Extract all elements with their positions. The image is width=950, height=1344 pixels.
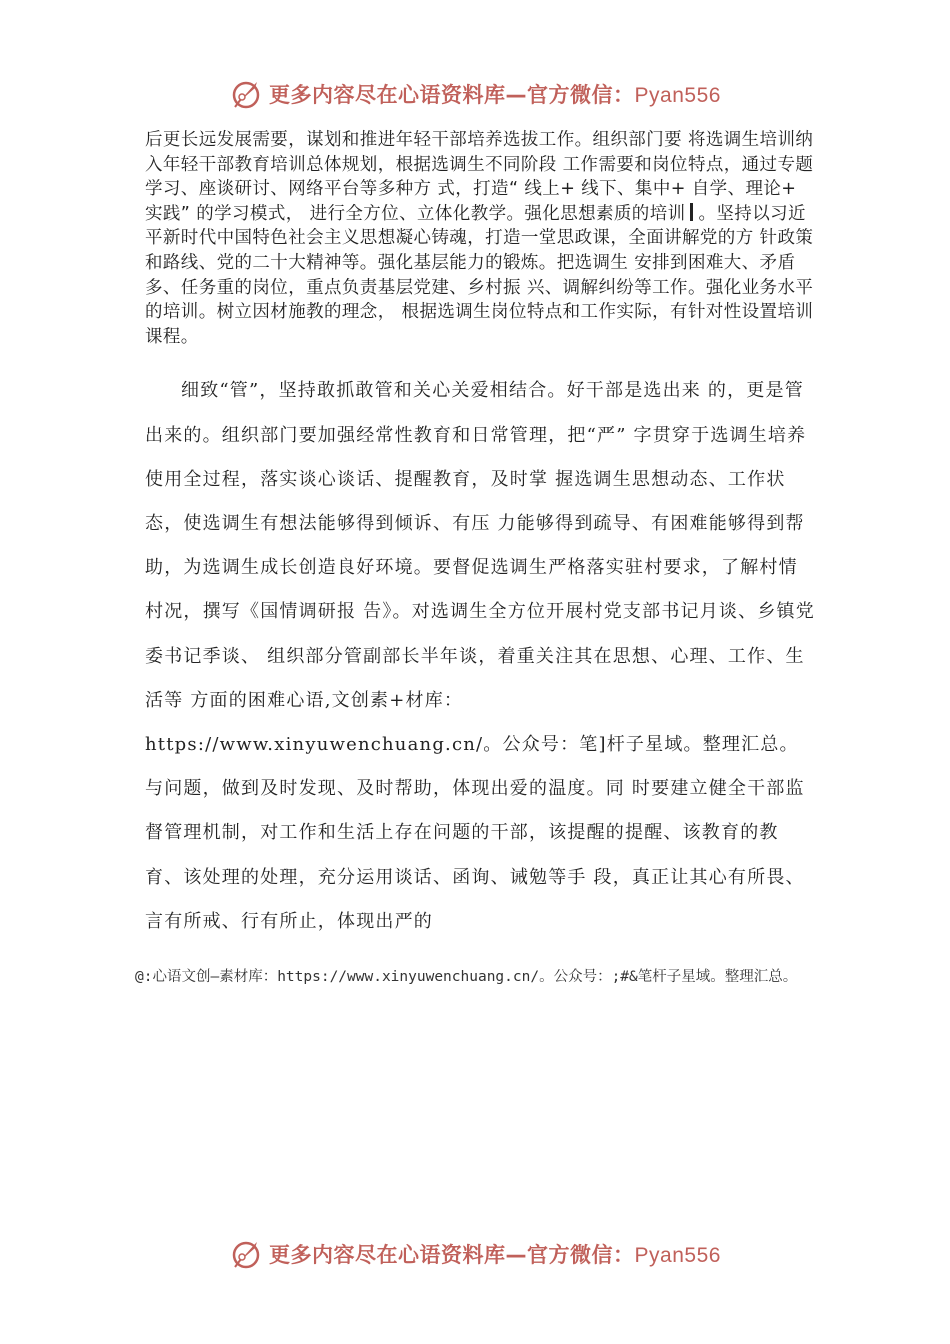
banner-wechat-bottom: Pyan556 bbox=[634, 1244, 721, 1267]
banner-text-bottom bbox=[269, 1239, 721, 1269]
source-note: @:心语文创—素材库：https://www.xinyuwenchuang.cn/。公众号：;#&笔杆子星域。整理汇总。 bbox=[135, 969, 798, 985]
top-banner bbox=[0, 72, 950, 116]
banner-official: 官方微信： bbox=[527, 83, 635, 107]
banner-brand: 更多内容尽在心语资料库 bbox=[269, 83, 506, 107]
paragraph-training-part1: 后更长远发展需要，谋划和推进年轻干部培养选拔工作。组织部门要 将选调生培训纳入年轻干部教育培训总体规划，根据选调生不同阶段 工作需要和岗位特点，通过专题学习、座谈研讨、网络平台等多种方 式，打造“ 线上+ 线下、集中+ 自学、理论+ 实践” 的学习模式， 进行全方位、立体化教学。强化思想素质的培训 bbox=[145, 130, 814, 224]
banner-text bbox=[269, 79, 721, 109]
quill-logo-icon bbox=[229, 77, 263, 111]
banner-brand-bottom: 更多内容尽在心语资料库 bbox=[269, 1243, 506, 1267]
document-body bbox=[145, 128, 815, 944]
banner-wechat: Pyan556 bbox=[634, 84, 721, 107]
bottom-banner bbox=[0, 1232, 950, 1276]
banner-separator-bottom: — bbox=[505, 1243, 528, 1267]
banner-official-bottom: 官方微信： bbox=[527, 1243, 635, 1267]
cursor-bar bbox=[690, 203, 693, 221]
paragraph-training bbox=[145, 128, 815, 349]
quill-logo-icon bbox=[229, 1237, 263, 1271]
paragraph-management: 细致“管”，坚持敢抓敢管和关心关爱相结合。好干部是选出来 的，更是管出来的。组织部门要加强经常性教育和日常管理，把“严” 字贯穿于选调生培养使用全过程，落实谈心谈话、提醒教育，及时掌 握选调生思想动态、工作状态，使选调生有想法能够得到倾诉、有压 力能够得到疏导、有困难能够得到帮助，为选调生成长创造良好环境。要督促选调生严格落实驻村要求，了解村情村况，撰写《国情调研报 告》。对选调生全方位开展村党支部书记月谈、乡镇党委书记季谈、 组织部分管副部长半年谈，着重关注其在思想、心理、工作、生活等 方面的困难心语,文创素+材库：https://www.xinyuwenchuang.cn/。公众号：笔]杆子星域。整理汇总。与问题，做到及时发现、及时帮助，体现出爱的温度。同 时要建立健全干部监督管理机制，对工作和生活上存在问题的干部，该提醒的提醒、该教育的教育、该处理的处理，充分运用谈话、函询、诫勉等手 段，真正让其心有所畏、言有所戒、行有所止，体现出严的 bbox=[145, 380, 815, 932]
banner-separator: — bbox=[505, 83, 528, 107]
paragraph-training-part2: 。坚持以习近平新时代中国特色社会主义思想凝心铸魂，打造一堂思政课，全面讲解党的方 针政策和路线、党的二十大精神等。强化基层能力的锻炼。把选调生 安排到困难大、矛盾多、任务重的岗位，重点负责基层党建、乡村振 兴、调解纠纷等工作。强化业务水平的培训。树立因材施教的理念， 根据选调生岗位特点和工作实际，有针对性设置培训课程。 bbox=[145, 203, 814, 347]
